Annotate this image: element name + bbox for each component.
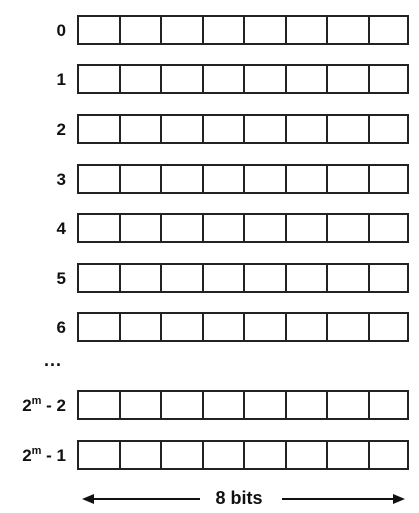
address-label-offset: - 2 [41, 396, 66, 415]
address-label-exponent: m [31, 395, 42, 407]
width-label: 8 bits [215, 488, 263, 508]
address-label-base: 2 [22, 446, 32, 465]
address-label-base: 0 [56, 21, 66, 40]
address-label-base: 6 [56, 318, 66, 337]
width-arrow-right-head [393, 494, 405, 504]
address-label-base: 2 [22, 396, 32, 415]
address-label-base: 4 [56, 219, 66, 238]
address-label-base: 2 [56, 120, 66, 139]
ellipsis: ... [44, 350, 63, 370]
address-label-exponent: m [31, 445, 42, 457]
address-label-offset: - 1 [41, 446, 66, 465]
address-label-base: 3 [56, 170, 66, 189]
width-arrow-left-head [82, 494, 94, 504]
address-label-base: 1 [56, 70, 66, 89]
address-label-base: 5 [56, 269, 66, 288]
